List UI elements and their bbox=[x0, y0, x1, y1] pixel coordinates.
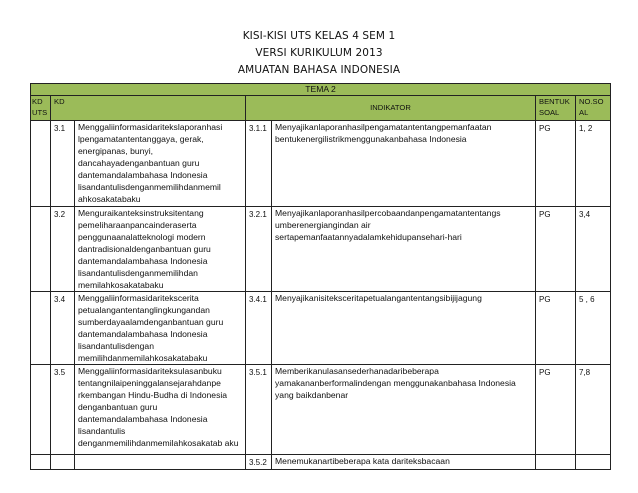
kd-uts-cell bbox=[31, 207, 51, 292]
bentuk-soal-cell bbox=[536, 455, 576, 470]
tema-label: TEMA 2 bbox=[31, 84, 611, 96]
kd-uts-cell bbox=[31, 365, 51, 455]
bentuk-soal-cell: PG bbox=[536, 207, 576, 292]
kd-number: 3.2 bbox=[51, 207, 75, 292]
col-header-bentuk-soal: BENTUK SOAL bbox=[536, 96, 576, 121]
table-row bbox=[31, 365, 611, 455]
kd-text: Menggaliinformasidariteksceritа petualangantentanglingkungandan sumberdayaalamdenganbantuan guru dantemandalambahasa Indonesia lisandantulisdengan memilihdanmemilahkosakatabaku bbox=[75, 292, 246, 365]
table-row bbox=[31, 292, 611, 365]
bentuk-soal-cell: PG bbox=[536, 121, 576, 207]
kd-number: 3.1 bbox=[51, 121, 75, 207]
table-row bbox=[31, 121, 611, 207]
kd-text: Menggaliinformasidaritekslaporanhasi lpengamatantentanggaya, gerak, energipanas, bunyi, dancahayadenganbantuan guru dantemandalambahasa Indonesia lisandantulisdenganmemilihdanmemil ahkosakatabaku bbox=[75, 121, 246, 207]
col-header-indikator: INDIKATOR bbox=[246, 96, 536, 121]
no-soal-cell: 3,4 bbox=[576, 207, 611, 292]
doc-title-line-3: AMUATAN BAHASA INDONESIA bbox=[237, 64, 401, 76]
kd-text bbox=[75, 455, 246, 470]
indicator-number: 3.4.1 bbox=[246, 292, 272, 365]
kisi-kisi-table bbox=[30, 83, 611, 470]
kd-text: Menguraikanteksinstruksitentang pemeliharaanpancainderaserta penggunaanalatteknologi modern dantradisionaldenganbantuan guru dantemandalambahasa Indonesia lisandantulisdenganmemilihdan memilahkosakatabaku bbox=[75, 207, 246, 292]
bentuk-soal-cell: PG bbox=[536, 292, 576, 365]
tema-row bbox=[31, 84, 611, 96]
col-header-kd-uts: KD UTS bbox=[31, 96, 51, 121]
indicator-text: Menyajikanlaporanhasilpengamatantentangpemanfaatan bentukenergilistrikmenggunakanbahasa Indonesia bbox=[272, 121, 536, 207]
indicator-number: 3.1.1 bbox=[246, 121, 272, 207]
table-row bbox=[31, 455, 611, 470]
indicator-number: 3.2.1 bbox=[246, 207, 272, 292]
kd-uts-cell bbox=[31, 455, 51, 470]
indicator-number: 3.5.1 bbox=[246, 365, 272, 455]
doc-title-line-2: VERSI KURIKULUM 2013 bbox=[255, 47, 383, 59]
col-header-kd: KD bbox=[51, 96, 246, 121]
doc-title-line-1: KISI-KISI UTS KELAS 4 SEM 1 bbox=[242, 30, 396, 42]
kd-uts-cell bbox=[31, 121, 51, 207]
indicator-text: Menyajikanisiteksceritapetualangantentangsibijijagung bbox=[272, 292, 536, 365]
indicator-text: Memberikanulasansederhanadaribeberapa yamakananberformalindengan menggunakanbahasa Indonesia yang baikdanbenar bbox=[272, 365, 536, 455]
no-soal-cell bbox=[576, 455, 611, 470]
no-soal-cell: 7,8 bbox=[576, 365, 611, 455]
no-soal-cell: 1, 2 bbox=[576, 121, 611, 207]
kd-number bbox=[51, 455, 75, 470]
kd-number: 3.4 bbox=[51, 292, 75, 365]
indicator-text: Menyajikanlaporanhasilpercobaandanpengamatantentangs umberenergiangindan air sertapemanfaatannyadalamkehidupansehari-hari bbox=[272, 207, 536, 292]
col-header-no-soal: NO.SO AL bbox=[576, 96, 611, 121]
kd-uts-cell bbox=[31, 292, 51, 365]
header-row bbox=[31, 96, 611, 121]
indicator-number: 3.5.2 bbox=[246, 455, 272, 470]
table-row bbox=[31, 207, 611, 292]
bentuk-soal-cell: PG bbox=[536, 365, 576, 455]
indicator-text: Menemukanartibeberapa kata dariteksbacaan bbox=[272, 455, 536, 470]
kd-number: 3.5 bbox=[51, 365, 75, 455]
kd-text: Menggaliinformasidariteksulasanbuku tentangnilaipeninggalansejarahdanpe rkembangan Hindu-Budha di Indonesia denganbantuan guru dantemandalambahasa Indonesia lisandantulis denganmemilihdanmemilahkosakatab aku bbox=[75, 365, 246, 455]
no-soal-cell: 5 , 6 bbox=[576, 292, 611, 365]
